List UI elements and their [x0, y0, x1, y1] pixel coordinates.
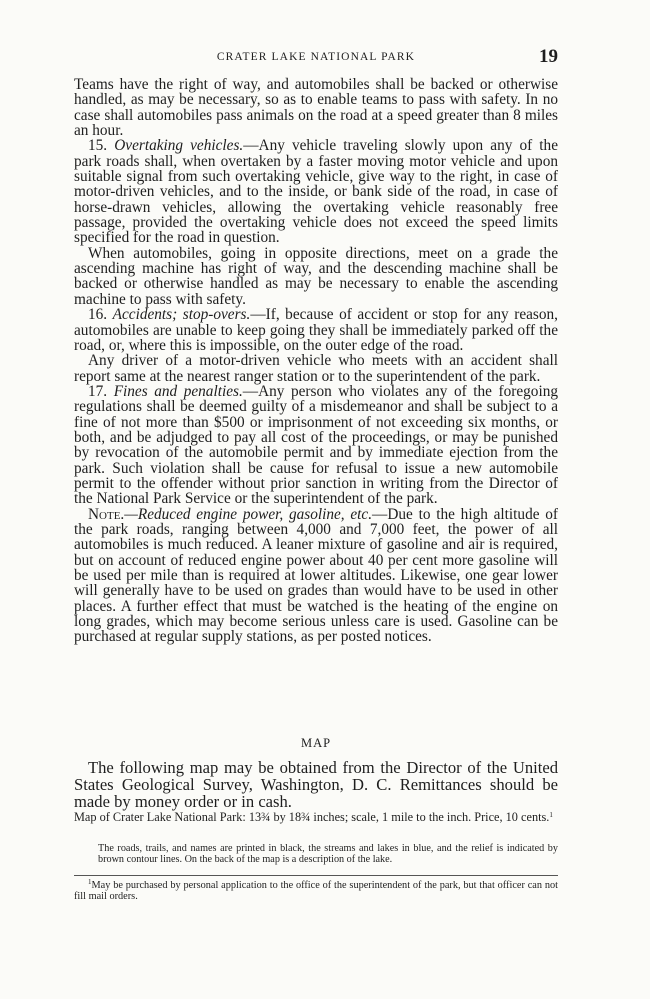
section-number: 17. — [88, 382, 108, 400]
section-title: Accidents; stop-overs. — [112, 306, 251, 324]
section-title: Fines and penalties. — [113, 382, 243, 400]
paragraph-opposite-directions: When automobiles, going in opposite directions, meet on a grade the ascending machine has right of way, and the descending machine shall be backed or otherwise handled as may be necessary to enable the ascending machine to pass with safety. — [74, 244, 558, 308]
footnote-ref: 1 — [549, 811, 553, 819]
paragraph-teams: Teams have the right of way, and automobiles shall be backed or otherwise handled, as may be necessary, so as to enable teams to pass with safety. In no case shall automobiles pass animals on the road at a speed greater than 8 miles an hour. — [74, 76, 558, 140]
section-number: 15. — [88, 137, 108, 155]
section-text: —Any vehicle traveling slowly upon any of the park roads shall, when overtaken by a faster moving motor vehicle and upon suitable signal from such overtaking vehicle, give way to the right, in case of motor-driven vehicles, and to the inside, or bank side of the road, in case of horse-drawn vehicles, allowing the overtaking vehicle reasonably free passage, provided the overtaking vehicle does not exceed the speed limits specified for the road in question. — [74, 137, 558, 247]
map-intro — [74, 759, 558, 810]
section-title: Overtaking vehicles. — [114, 137, 244, 155]
running-head — [74, 46, 558, 68]
map-heading: MAP — [300, 736, 332, 750]
section-text: —If, because of accident or stop for any reason, automobiles are unable to keep going they shall be immediately parked off the road, or, where this is impossible, on the outer edge of the road. — [74, 306, 558, 354]
regulations-text — [74, 77, 558, 645]
note-title: —Reduced engine power, gasoline, etc. — [124, 505, 373, 523]
note-text: —Due to the high altitude of the park roads, ranging between 4,000 and 7,000 feet, the power of all automobiles is much reduced. A leaner mixture of gasoline and air is required, but on account of reduced engine power about 40 per cent more gasoline will be used per mile than is required at lower altitudes. Likewise, one gear lower will generally have to be used on grades than would have to be used in other places. A further effect that must be watched is the heating of the engine on long grades, which may become serious unless care is used. Gasoline can be purchased at regular supply stations, as per posted notices. — [74, 505, 559, 646]
note-label: Note. — [88, 505, 125, 523]
map-entry-text: 13¾ by 18¾ inches; scale, 1 mile to the inch. Price, 10 cents. — [248, 810, 550, 824]
paragraph-accidents — [74, 307, 558, 353]
page-number: 19 — [539, 46, 558, 67]
section-number: 16. — [88, 306, 108, 324]
map-entry-label: Map of Crater Lake National Park: — [74, 810, 246, 824]
running-title: CRATER LAKE NATIONAL PARK — [216, 51, 416, 63]
footnote-marker: 1 — [88, 878, 92, 886]
map-description: The roads, trails, and names are printed in black, the streams and lakes in blue, and the relief is indicated by brown contour lines. On the back of the map is a description of the lake. — [98, 843, 558, 865]
paragraph-accident-report: Any driver of a motor-driven vehicle who meets with an accident shall report same at the nearest ranger station or to the superintendent of the park. — [74, 352, 558, 385]
paragraph-overtaking-vehicles — [74, 138, 558, 245]
paragraph-note-engine-power — [74, 507, 558, 645]
footnote-text: May be purchased by personal application to the office of the superintendent of the park, but that officer can not fill mail orders. — [74, 880, 558, 902]
paragraph-fines-penalties — [74, 384, 558, 507]
section-text: —Any person who violates any of the foregoing regulations shall be deemed guilty of a misdemeanor and shall be subject to a fine of not more than $500 or imprisonment of not exceeding six months, or both, and be adjudged to pay all cost of the proceedings, or may be punished by revocation of the automobile permit and by immediate ejection from the park. Such violation shall be cause for refusal to issue a new automobile permit to the offender without prior sanction in writing from the Director of the National Park Service or the superintendent of the park. — [74, 382, 558, 508]
footnote — [74, 880, 558, 902]
document-page — [74, 0, 558, 999]
footnote-rule — [74, 875, 558, 876]
map-entry — [74, 810, 558, 825]
map-intro-text: The following map may be obtained from the Director of the United States Geological Survey, Washington, D. C. Remittances should be made by money order or in cash. — [74, 758, 558, 811]
